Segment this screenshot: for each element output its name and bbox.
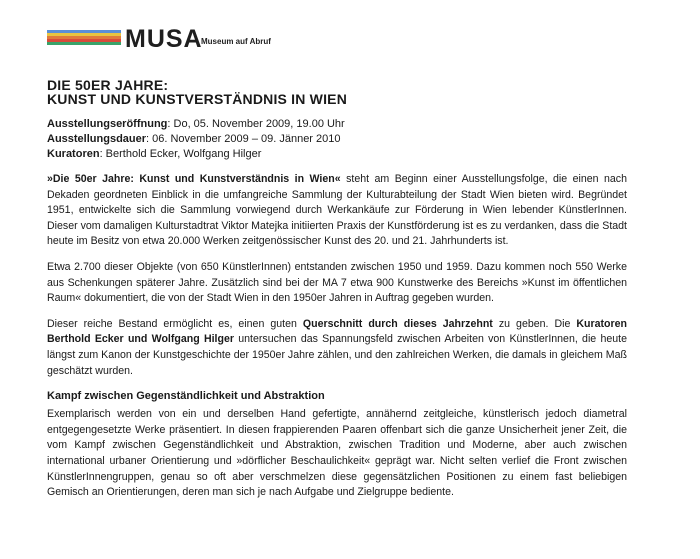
meta-duration xyxy=(47,132,657,147)
paragraph-3 xyxy=(47,317,627,379)
section-heading: Kampf zwischen Gegenständlichkeit und Abstraktion xyxy=(47,390,325,403)
meta-curators-value: : Berthold Ecker, Wolfgang Hilger xyxy=(99,148,262,160)
paragraph-1 xyxy=(47,172,627,250)
meta-opening-value: : Do, 05. November 2009, 19.00 Uhr xyxy=(167,118,345,130)
paragraph-4: Exemplarisch werden von ein und derselben Hand gefertigte, annähernd zeitgleiche, künstlerisch jedoch diametral entgegengesetzte Werke präsentiert. In diesen frappierenden Paaren offenbart sich die ganze Unsicherheit jener Zeit, die vom Kampf zwischen Gegenständlichkeit und Abstraktion, zwischen Tradition und Moderne, aber auch zwischen international urbaner Orientierung und »dörflicher Beschaulichkeit« geprägt war. Nicht selten verlief die Front zwischen KünstlerInnengruppen, genau so oft aber verschmelzen diese gegensätzlichen Positionen zu einem fast beliebigen Gemisch an Orientierungen, deren man sich je nach Aufgabe und Zielgruppe bediente. xyxy=(47,408,627,499)
paragraph-3-text-b: zu geben. Die xyxy=(492,317,577,330)
page-title xyxy=(47,78,347,106)
meta-curators xyxy=(47,147,657,162)
logo-wordmark: MUSA xyxy=(125,25,203,53)
paragraph-3-bold-b: Kuratoren Berthold Ecker und Wolfgang Hilger xyxy=(47,317,627,346)
logo-stripes xyxy=(47,30,121,48)
exhibition-meta xyxy=(47,117,657,162)
meta-opening xyxy=(47,117,657,132)
logo-subtitle: Museum auf Abruf xyxy=(201,37,271,46)
paragraph-1-lead: »Die 50er Jahre: Kunst und Kunstverständnis in Wien« xyxy=(47,173,341,185)
title-line-1: DIE 50ER JAHRE: xyxy=(47,77,169,93)
meta-curators-label: Kuratoren xyxy=(47,148,100,160)
paragraph-3-bold-a: Querschnitt durch dieses Jahrzehnt xyxy=(302,317,493,330)
title-line-2: KUNST UND KUNSTVERSTÄNDNIS IN WIEN xyxy=(47,91,348,107)
meta-duration-value: : 06. November 2009 – 09. Jänner 2010 xyxy=(146,133,341,145)
logo-stripe-5 xyxy=(47,42,121,45)
paragraph-1-text: steht am Beginn einer Ausstellungsfolge, die einen nach Dekaden geordneten Einblick in die umfangreiche Sammlung der Kulturabteilung der Stadt Wien bieten wird. Begründet 1951, entwickelte sich die Sammlung vorwiegend durch Werkankäufe zur Förderung in Wien lebender KünstlerInnen. Dieser vom damaligen Kulturstadtrat Viktor Matejka initiierten Praxis der Kunstförderung ist es zu verdanken, dass die Stadt heute im Besitz von etwa 20.000 Werken zeitgenössischer Kunst des 20. und 21. Jahrhunderts ist. xyxy=(47,173,627,248)
meta-duration-label: Ausstellungsdauer xyxy=(47,133,147,145)
paragraph-3-text-c: untersuchen das Spannungsfeld zwischen Arbeiten von KünstlerInnen, die heute längst zum Kanon der Kunstgeschichte der 1950er Jahre zählen, und den zahlreichen Werken, die damals in gleichem Maß geschätzt wurden. xyxy=(47,333,627,377)
article-body xyxy=(47,172,627,511)
paragraph-3-text-a: Dieser reiche Bestand ermöglicht es, einen guten xyxy=(47,317,303,330)
meta-opening-label: Ausstellungseröffnung xyxy=(47,118,168,130)
paragraph-2: Etwa 2.700 dieser Objekte (von 650 KünstlerInnen) entstanden zwischen 1950 und 1959. Dazu kommen noch 550 Werke aus Schenkungen späterer Jahre. Zusätzlich sind bei der MA 7 etwa 900 Kunstwerke des Bereichs »Kunst im öffentlichen Raum« dokumentiert, die von der Stadt Wien in den 1950er Jahren in Auftrag gegeben wurden. xyxy=(47,260,627,305)
